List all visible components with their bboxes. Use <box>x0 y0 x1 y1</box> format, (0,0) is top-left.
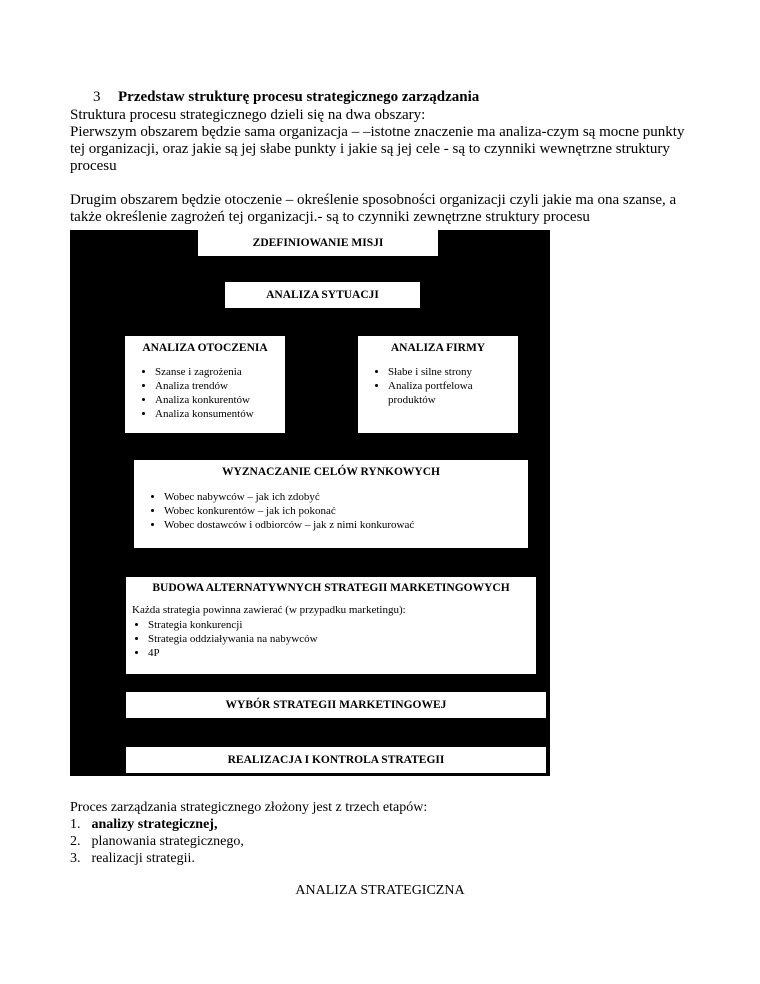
list-item: produktów <box>388 394 436 406</box>
box-environment-analysis <box>125 336 285 433</box>
step-number: 2. <box>70 834 81 849</box>
intro-line: Struktura procesu strategicznego dzieli się na dwa obszary: <box>70 107 426 123</box>
box-title: BUDOWA ALTERNATYWNYCH STRATEGII MARKETINGOWYCH <box>152 582 510 594</box>
process-steps <box>70 817 244 868</box>
box-market-goals <box>134 460 528 548</box>
section-heading-strategic-analysis: ANALIZA STRATEGICZNA <box>295 883 465 898</box>
list-item: • Szanse i zagrożenia <box>155 366 285 378</box>
list-item: • Strategia oddziaływania na nabywców <box>148 633 536 645</box>
paragraph-2-line: Drugim obszarem będzie otoczenie – określenie sposobności organizacji czyli jakie ma ona szanse, a <box>70 192 677 208</box>
box-realization-control: REALIZACJA I KONTROLA STRATEGII <box>126 747 546 773</box>
list-item: • Analiza portfelowa <box>388 380 518 392</box>
list-item: • Analiza trendów <box>155 380 285 392</box>
paragraph-1-line: procesu <box>70 158 117 174</box>
box-title: ANALIZA FIRMY <box>390 342 486 354</box>
list-item: • Wobec nabywców – jak ich zdobyć <box>164 491 528 503</box>
box-alternative-strategies <box>126 577 536 674</box>
environment-list <box>125 366 285 420</box>
process-intro: Proces zarządzania strategicznego złożony jest z trzech etapów: <box>70 800 428 815</box>
box-situation-analysis: ANALIZA SYTUACJI <box>225 282 420 308</box>
box-strategy-choice: WYBÓR STRATEGII MARKETINGOWEJ <box>126 692 546 718</box>
alternatives-lead: Każda strategia powinna zawierać (w przypadku marketingu): <box>132 604 406 616</box>
strategy-process-diagram <box>70 230 550 776</box>
step-text: analizy strategicznej, <box>91 817 218 832</box>
box-firm-analysis <box>358 336 518 433</box>
list-item: • Wobec dostawców i odbiorców – jak z nimi konkurować <box>164 519 528 531</box>
step-text: planowania strategicznego, <box>91 834 244 849</box>
firm-list <box>358 366 518 406</box>
step-number: 1. <box>70 817 81 832</box>
goals-list <box>134 491 528 531</box>
step-number: 3. <box>70 851 81 866</box>
box-title: WYZNACZANIE CELÓW RYNKOWYCH <box>222 466 440 478</box>
list-item: • Strategia konkurencji <box>148 619 536 631</box>
section-heading <box>93 89 479 106</box>
heading-number: 3 <box>93 89 101 105</box>
list-item: • 4P <box>148 647 536 659</box>
list-item: • Analiza konkurentów <box>155 394 285 406</box>
paragraph-2-line: także określenie zagrożeń tej organizacji.- są to czynniki zewnętrzne struktury procesu <box>70 209 590 225</box>
list-item <box>70 834 244 851</box>
paragraph-1-line: Pierwszym obszarem będzie sama organizacja – –istotne znaczenie ma analiza-czym są mocne punkty <box>70 124 685 140</box>
alternatives-list <box>126 619 536 659</box>
list-item: • Słabe i silne strony <box>388 366 518 378</box>
step-text: realizacji strategii. <box>91 851 195 866</box>
list-item <box>70 851 244 868</box>
list-item: • Analiza konsumentów <box>155 408 285 420</box>
paragraph-1-line: tej organizacji, oraz jakie są jej słabe punkty i jakie są jej cele - są to czynniki wewnętrzne struktury <box>70 141 670 157</box>
box-mission: ZDEFINIOWANIE MISJI <box>198 230 438 256</box>
box-title: ANALIZA OTOCZENIA <box>142 342 268 354</box>
list-item: • Wobec konkurentów – jak ich pokonać <box>164 505 528 517</box>
heading-title: Przedstaw strukturę procesu strategicznego zarządzania <box>118 89 480 105</box>
list-item <box>70 817 244 834</box>
